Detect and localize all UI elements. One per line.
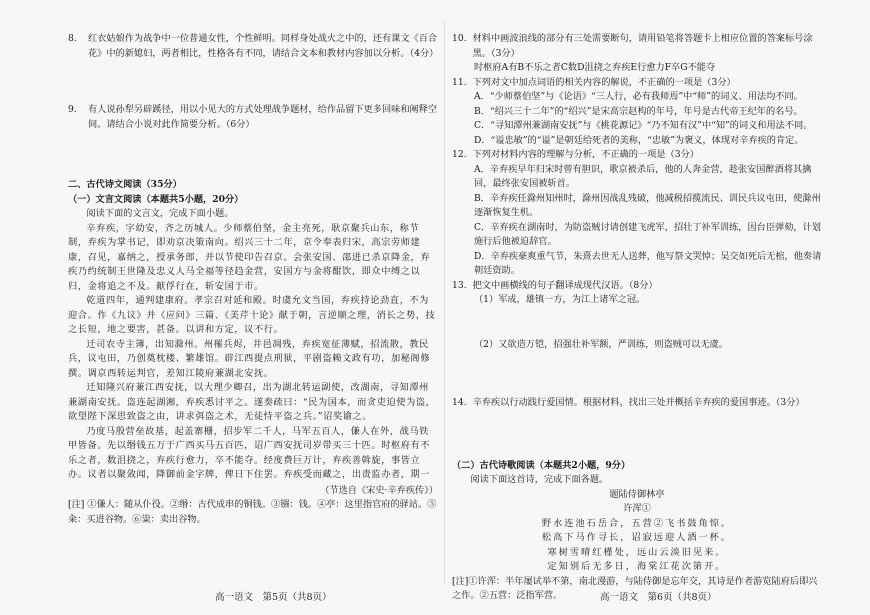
poem-notes: [注]①许浑：半年屡试举不第，南北漫游，与陆侍御是忘年交，其诗是作者游览陆府后即兴之作。②五营：泛指军营。 xyxy=(452,575,818,601)
footnotes: [注] ①傔人：随从仆役。②缗：古代成串的铜钱。③镪：钱。④亭：这里指官府的驿站。⑤籴：买进谷物。⑥粜：卖出谷物。 xyxy=(68,499,437,525)
instruction: 阅读下面的文言文，完成下面小题。 xyxy=(86,208,234,219)
section-heading: 二、古代诗文阅读（35分） xyxy=(68,179,182,190)
poem-line: 松高下马作寻长，诏寂远迎人酒一杯。 xyxy=(541,532,733,543)
passage-paragraph: 迁司农寺主簿，出知滁州。州罹兵烬，井邑凋残，弃疾宽征薄赋，招流散，教民兵，议屯田，乃创奠枕楼、繁雄馆。辟江西提点刑狱，平剧盗赖文政有功，加秘阁修撰。调京西转运判官，差知江陵府兼湖北安抚。 xyxy=(68,338,431,379)
question-number: 11. xyxy=(452,76,467,88)
left-page xyxy=(68,32,438,527)
option-a: A．“少师蔡伯坚”与《论语》“三人行，必有我师焉”中“师”的词义、用法均不同。 xyxy=(474,91,803,102)
question-text: 材料中画波浪线的部分有三处需要断句，请用铅笔将答题卡上相应位置的答案标号涂黑。（3分） xyxy=(472,33,813,59)
option-b: B．“绍兴三十二年”的“绍兴”是宋高宗赵构的年号，年号是古代帝王纪年的名号。 xyxy=(474,105,803,117)
page-divider xyxy=(444,20,445,585)
question-13 xyxy=(452,279,822,294)
question-14 xyxy=(452,396,822,411)
question-10 xyxy=(452,32,822,61)
option-d: D．辛弃疾豪爽重气节，朱熹去世无人送葬，他写祭文哭悼；吴交如死后无棺，他奏请朝廷资助。 xyxy=(474,250,822,276)
passage-paragraph: 乾道四年，通判建康府。孝宗召对延和殿。时虞允文当国，弃疾持论劲直，不为迎合。作《九议》并《应问》三篇、《美芹十论》献于朝，言逆顺之理，消长之势，技之长短，地之要害，甚备。以讲和方定，议不行。 xyxy=(68,295,436,335)
question-12 xyxy=(452,148,822,163)
option-a: A．辛弃疾早年归宋时曾有胆识，歌京被杀后，他的人奔金营，趁张安国醉酒将其擒回，最终张安国被斩首。 xyxy=(474,163,812,189)
question-text: 红衣姑娘作为战争中一位普通女性，个性鲜明。同样身处战火之中的，还有课文《百合花》中的新媳妇，两者相比，性格各有不同，请结合文本和教材内容加以分析。（4分） xyxy=(88,33,439,59)
poem-line: 寒树雪晴红槿处，远山云淡旧见来。 xyxy=(547,546,727,558)
question-text: 把文中画横线的句子翻译成现代汉语。（8分） xyxy=(472,279,658,291)
left-footer: 高一语文 第5页（共8页） xyxy=(215,592,332,603)
q11-options xyxy=(474,90,822,148)
subsection-heading: （二）古代诗歌阅读（本题共2小题，9分） xyxy=(452,459,631,471)
q12-options xyxy=(474,163,822,279)
option-b: B．辛弃疾任滁州知州时，滁州因战乱残破，他减税招揽流民、训民兵议屯田，使滁州逐渐恢复生机。 xyxy=(474,192,821,218)
option-c: C．“寻知潭州兼湖南安抚”与《桃花源记》“乃不知有汉”中“知”的词义和用法不同。 xyxy=(474,120,813,131)
subsection-heading: （一）文言文阅读（本题共5小题，20分） xyxy=(68,193,244,205)
option-d: D．“谥忠敏”的“谥”是朝廷给死者的美称，“忠敏”为褒义，体现对辛弃疾的肯定。 xyxy=(474,134,804,146)
passage-paragraph: 乃度马殷营垒故基，起盖寨栅，招步军二千人，马军五百人，傔人在外，战马铁甲皆备。先以缗钱五万于广西买马五百匹，诏广西安抚司岁带买三十匹。时枢府有不乐之者，数沮挠之，弃疾行愈力，卒不能夺。经度费巨万计，弃疾善斡旋，事皆立办。议者以聚敛闻，降御前金字牌，俾日下住罢。弃疾受而藏之，出责监办者，期一 xyxy=(68,425,431,480)
question-11 xyxy=(452,76,822,91)
question-text: 下列对文中加点词语的相关内容的解说，不正确的一项是（3分） xyxy=(472,76,736,88)
question-number: 9. xyxy=(68,104,77,115)
question-text: 辛弃疾以行动践行爱国情。根据材料，找出三处并概括辛弃疾的爱国事迹。（3分） xyxy=(472,397,805,408)
poem-title: 题陆侍御林亭 xyxy=(609,488,665,500)
classical-passage xyxy=(68,222,438,484)
poem-body xyxy=(452,517,822,575)
question-9 xyxy=(68,103,438,132)
passage-source: （节选自《宋史·辛弃疾传》） xyxy=(320,484,438,496)
question-number: 8. xyxy=(68,33,77,44)
question-number: 14. xyxy=(452,397,467,408)
question-text: 下列对材料内容的理解与分析，不正确的一项是（3分） xyxy=(472,149,699,160)
right-footer: 高一语文 第6页（共8页） xyxy=(600,592,717,603)
question-8 xyxy=(68,32,438,61)
passage-paragraph: 迁知隆兴府兼江西安抚，以大理少卿召，出为湖北转运副使，改湖南，寻知潭州兼湖南安抚。盗连起湖湘，弃疾悉讨平之。遂奏疏曰：“民为国本，而贪吏迫使为盗，欲望陛下深思致盗之由，讲求弭盗之术，无徒恃平盗之兵。”诏奖谕之。 xyxy=(68,382,436,422)
poem-line: 野水连池石岳合，五营②飞书鼓角惊。 xyxy=(541,517,733,529)
question-number: 10. xyxy=(452,33,467,44)
instruction: 阅读下面这首诗，完成下面各题。 xyxy=(470,474,609,485)
passage-paragraph: 辛弃疾，字幼安，齐之历城人。少师蔡伯坚，金主亮死，耿京聚兵山东，称节制，弃疾为掌书记，即劝京决策南向。绍兴三十二年，京令奉表归宋，高宗劳师建康，召见，嘉纳之，授承务郎，并以节使印告召京。会张安国、邵进已杀京降金，弃疾乃约统制王世隆及忠义人马全福等径趋金营，安国方与金将酣饮，即众中缚之以归，金将追之不及。献俘行在，斩安国于市。 xyxy=(68,222,431,292)
q13-part-2: （2）又欲造万铠，招强壮补军额，严训练，则盗贼可以无虞。 xyxy=(474,338,728,350)
right-page xyxy=(452,32,822,604)
question-number: 12. xyxy=(452,149,467,160)
poem-author: 许浑① xyxy=(623,503,651,514)
question-text: 有人说孙犁另辟蹊径，用以小见大的方式处理战争题材，给作品留下更多回味和阐释空间。请结合小说对此作简要分析。（6分） xyxy=(88,104,438,130)
q10-options: 时枢府A有B不乐之者C数D沮挠之弃疾E行愈力F卒G不能夺 xyxy=(474,62,716,73)
poem-line: 定知别后无多日，海棠江花次第开。 xyxy=(547,561,727,572)
option-c: C．辛弃疾在湖南时，为防盗贼讨请创建飞虎军，招壮丁补军训练，因台臣弹劾，计划施行后他被迫辞官。 xyxy=(474,221,821,247)
q13-part-1: （1）军成，雄镇一方，为江上诸军之冠。 xyxy=(474,294,646,305)
question-number: 13. xyxy=(452,279,467,291)
